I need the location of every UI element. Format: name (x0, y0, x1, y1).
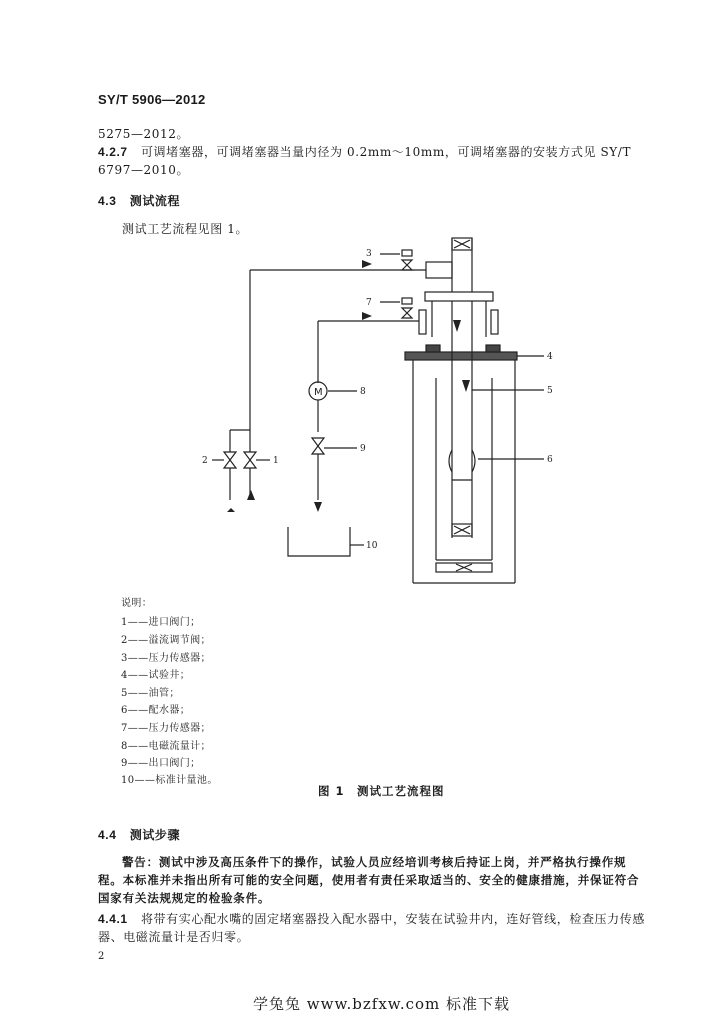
section-title: 测试步骤 (129, 828, 181, 842)
section-4-3-body: 测试工艺流程见图 1。 (122, 222, 249, 236)
overflow-valve-2 (224, 452, 236, 468)
figure-caption: 图 1 测试工艺流程图 (318, 784, 445, 798)
outlet-valve-9 (312, 438, 324, 454)
clause-4-4-1-line1 (98, 910, 645, 927)
clause-4-2-7-line2: 6797—2010。 (98, 163, 190, 177)
inlet-valve-1 (244, 452, 256, 468)
clause-text: 可调堵塞器，可调堵塞器当量内径为 0.2mm～10mm，可调堵塞器的安装方式见 SY/T (140, 145, 632, 159)
legend-item: 10——标准计量池。 (121, 775, 218, 786)
section-number: 4.4 (98, 828, 117, 842)
callout-1: 1 (273, 456, 279, 466)
meter-symbol: M (314, 387, 323, 398)
continued-text: 5275—2012。 (98, 127, 190, 141)
legend-item: 4——试验井； (121, 670, 191, 681)
measuring-tank (288, 527, 350, 556)
legend-title: 说明： (121, 598, 153, 609)
legend-item: 6——配水器； (121, 705, 191, 716)
legend-item: 7——压力传感器； (121, 723, 211, 734)
callout-5: 5 (547, 386, 553, 396)
clause-number: 4.2.7 (98, 145, 128, 159)
warning-line1: 警告：测试中涉及高压条件下的操作，试验人员应经培训考核后持证上岗，并严格执行操作规 (122, 855, 627, 869)
footer-watermark: 学兔兔 www.bzfxw.com 标准下载 (253, 995, 511, 1013)
legend-item: 5——油管； (121, 688, 180, 699)
callout-3: 3 (366, 249, 372, 259)
legend-item: 2——溢流调节阀； (121, 635, 211, 646)
legend-item: 1——进口阀门； (121, 617, 201, 628)
page-number: 2 (98, 951, 105, 962)
standard-number-header: SY/T 5906—2012 (98, 92, 206, 107)
callout-10: 10 (366, 541, 378, 551)
clause-text: 将带有实心配水嘴的固定堵塞器投入配水器中，安装在试验井内，连好管线，检查压力传感 (140, 912, 645, 926)
callout-9: 9 (360, 444, 366, 454)
callout-8: 8 (360, 387, 366, 397)
section-4-4-heading (98, 826, 180, 843)
callout-6: 6 (547, 455, 553, 465)
section-title: 测试流程 (129, 194, 181, 208)
section-number: 4.3 (98, 194, 117, 208)
callout-7: 7 (366, 298, 372, 308)
callout-4: 4 (547, 352, 553, 362)
well-top-flange (405, 352, 517, 360)
legend-item: 3——压力传感器； (121, 653, 211, 664)
clause-4-4-1-line2: 器、电磁流量计是否归零。 (98, 930, 250, 944)
callout-2: 2 (202, 456, 208, 466)
legend-item: 9——出口阀门； (121, 758, 201, 769)
legend-item: 8——电磁流量计； (121, 741, 211, 752)
clause-number: 4.4.1 (98, 912, 128, 926)
warning-line2: 程。本标准并未指出所有可能的安全问题，使用者有责任采取适当的、安全的健康措施，并保证符合 (98, 873, 640, 887)
warning-line3: 国家有关法规规定的检验条件。 (98, 891, 271, 905)
